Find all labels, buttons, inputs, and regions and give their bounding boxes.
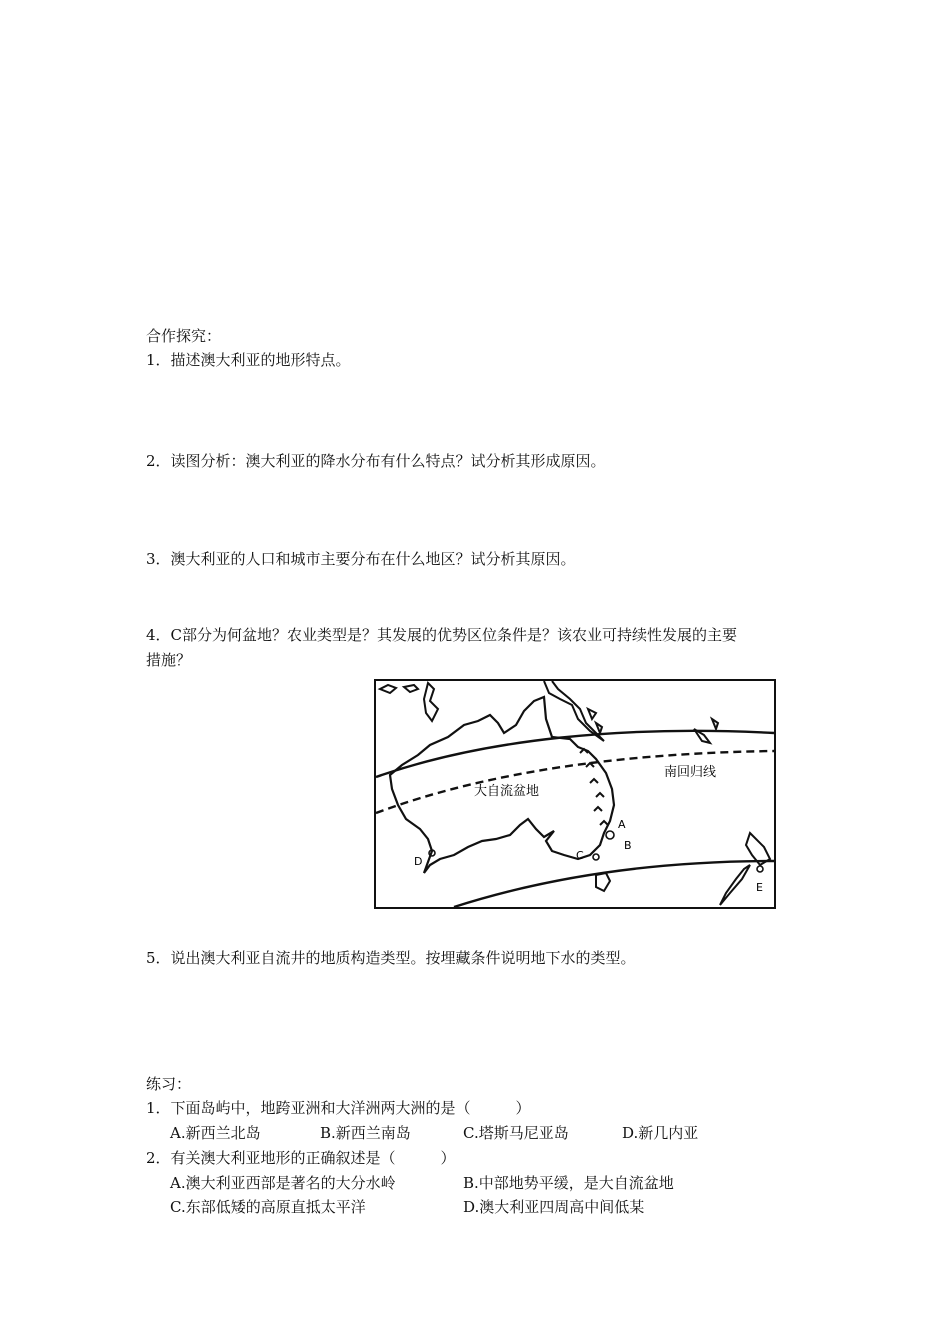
point-label-b: B [624, 839, 632, 852]
point-label-c: C [576, 849, 584, 862]
practice-2-option-b: B.中部地势平缓，是大自流盆地 [463, 1174, 674, 1192]
question-5: 5．说出澳大利亚自流井的地质构造类型。按埋藏条件说明地下水的类型。 [146, 949, 636, 967]
practice-1-option-d: D.新几内亚 [622, 1124, 699, 1142]
practice-1-option-c: C.塔斯马尼亚岛 [463, 1124, 569, 1142]
practice-2-option-d: D.澳大利亚四周高中间低某 [463, 1198, 645, 1216]
question-3: 3．澳大利亚的人口和城市主要分布在什么地区？试分析其原因。 [146, 550, 576, 568]
practice-2-option-c: C.东部低矮的高原直抵太平洋 [170, 1198, 366, 1216]
practice-1-stem: 1．下面岛屿中，地跨亚洲和大洋洲两大洲的是（ ） [146, 1099, 531, 1117]
basin-label: 大自流盆地 [474, 784, 540, 799]
practice-2-option-a: A.澳大利亚西部是著名的大分水岭 [170, 1174, 396, 1192]
practice-1-option-a: A.新西兰北岛 [170, 1124, 261, 1142]
section-title: 合作探究： [146, 327, 222, 345]
practice-2-stem: 2．有关澳大利亚地形的正确叙述是（ ） [146, 1149, 456, 1167]
point-label-a: A [618, 818, 626, 831]
practice-title: 练习： [146, 1075, 192, 1093]
tropic-label: 南回归线 [664, 765, 717, 780]
point-label-e: E [756, 881, 763, 894]
question-1: 1．描述澳大利亚的地形特点。 [146, 351, 351, 369]
point-label-d: D [414, 855, 423, 868]
practice-1-option-b: B.新西兰南岛 [320, 1124, 411, 1142]
australia-map [374, 679, 776, 909]
question-4-line-1: 4．C部分为何盆地？农业类型是？其发展的优势区位条件是？该农业可持续性发展的主要 [146, 626, 738, 644]
question-2: 2．读图分析：澳大利亚的降水分布有什么特点？试分析其形成原因。 [146, 452, 606, 470]
question-4-line-2: 措施？ [146, 651, 192, 669]
